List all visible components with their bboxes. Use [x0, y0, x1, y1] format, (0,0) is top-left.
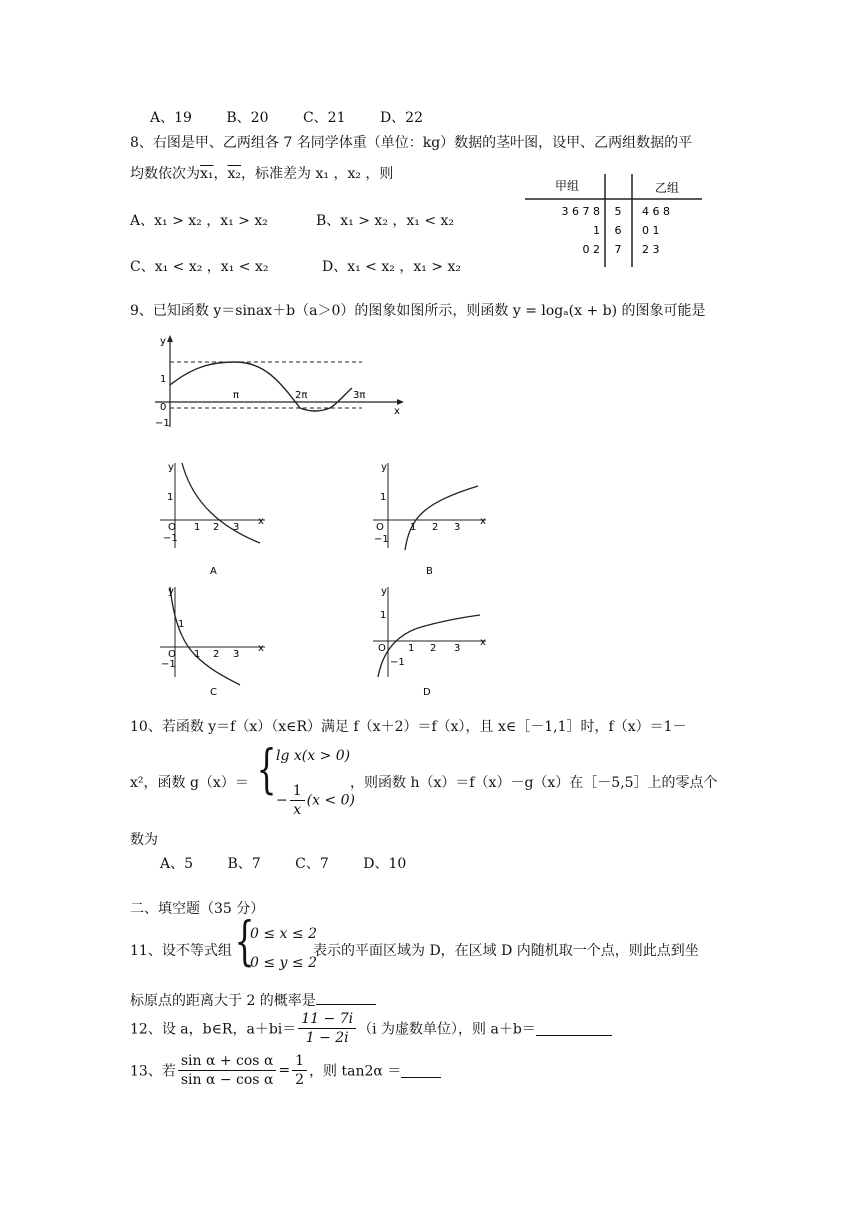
stem-leaf-row2-right: 0 1	[642, 224, 660, 237]
q8-option-b: B、x₁ > x₂ ，x₁ < x₂	[316, 213, 455, 229]
sine-y-label: y	[160, 336, 166, 347]
q11-suffix: 表示的平面区域为 D，在区域 D 内随机取一个点，则此点到坐	[313, 943, 699, 959]
q7-options	[150, 107, 453, 127]
svg-text:O: O	[378, 643, 386, 654]
graph-b-label: B	[426, 566, 433, 577]
svg-text:1: 1	[178, 619, 185, 630]
q8-option-c: C、x₁ < x₂ ，x₁ < x₂	[130, 259, 269, 275]
q7-option-b: B、20	[226, 110, 269, 126]
svg-text:x: x	[480, 516, 486, 527]
q7-option-d: D、22	[379, 110, 423, 126]
q11-brace: {	[234, 912, 255, 972]
sine-pi-label: π	[233, 390, 240, 401]
svg-text:y: y	[168, 462, 174, 473]
q12-line: 12、设 a，b∈R，a＋bi＝ $\frac{11 - 7i}{1 - 2i}$ （i 为虚数单位），则 a＋b＝	[130, 1010, 612, 1047]
sine-x-label: x	[394, 406, 400, 417]
svg-text:2: 2	[213, 522, 220, 533]
svg-text:x: x	[480, 637, 486, 648]
stem-leaf-row1-right: 4 6 8	[642, 205, 670, 218]
q10-option-a: A、5	[160, 856, 194, 872]
q8-question-line1: 8、右图是甲、乙两组各 7 名同学体重（单位：kg）数据的茎叶图，设甲、乙两组数据的平	[130, 135, 693, 151]
stem-leaf-row2-stem: 6	[614, 224, 622, 237]
q9-question: 9、已知函数 y＝sinax＋b（a＞0）的图象如图所示，则函数 y = logₐ(x + b) 的图象可能是	[130, 303, 706, 319]
q11-row1: 0 ≤ x ≤ 2	[250, 926, 317, 942]
q9-graph-c	[155, 585, 275, 700]
sine-zero-label: 0	[160, 402, 167, 413]
q10-line2-prefix: x²，函数 g（x）＝	[130, 775, 249, 791]
q10-brace: {	[256, 740, 277, 800]
q13-fraction: $\frac{\text{sin α + cos α}}{\text{sin α − cos α}}$	[178, 1052, 277, 1089]
q8-mean-1: x₁	[200, 166, 214, 182]
q9-graph-a	[155, 458, 275, 578]
stem-leaf-row3-right: 2 3	[642, 243, 660, 256]
q12-answer-blank	[536, 1021, 612, 1036]
q10-option-d: D、10	[363, 856, 407, 872]
q7-option-a: A、19	[150, 110, 192, 126]
q8-option-a: A、x₁ > x₂ ，x₁ > x₂	[130, 213, 268, 229]
svg-text:−1: −1	[390, 657, 405, 668]
q11-prefix: 11、设不等式组	[130, 943, 232, 959]
q8-option-d: D、x₁ < x₂ ，x₁ > x₂	[322, 259, 461, 275]
q13-answer-blank	[401, 1063, 441, 1078]
q13-half: $\frac{1}{2}$	[292, 1052, 307, 1089]
q11-row2: 0 ≤ y ≤ 2	[250, 955, 317, 971]
svg-text:1: 1	[194, 649, 201, 660]
q7-option-c: C、21	[302, 110, 346, 126]
q8-mean-2: x₂	[227, 166, 242, 182]
q9-graph-d	[368, 585, 498, 700]
svg-text:3: 3	[454, 522, 461, 533]
stem-leaf-plot	[520, 172, 710, 272]
sine-neg1-label: −1	[155, 418, 170, 429]
q10-line3: 数为	[130, 832, 158, 848]
sine-one-label: 1	[160, 374, 167, 385]
svg-text:1: 1	[380, 610, 387, 621]
q9-sine-graph	[140, 332, 410, 432]
graph-a-label: A	[210, 566, 217, 577]
svg-text:3: 3	[454, 643, 461, 654]
q11-line2: 标原点的距离大于 2 的概率是	[130, 990, 376, 1010]
q10-option-b: B、7	[227, 856, 261, 872]
stem-leaf-row1-stem: 5	[614, 205, 622, 218]
q8-question-line2: 均数依次为x₁，x₂，标准差为 x₁ ，x₂ ，则	[130, 166, 394, 182]
sine-2pi-label: 2π	[295, 390, 308, 401]
svg-text:y: y	[381, 462, 387, 473]
q9-graph-b	[368, 458, 498, 578]
q12-fraction: $\frac{11 - 7i}{1 - 2i}$	[298, 1010, 356, 1047]
svg-text:2: 2	[213, 649, 220, 660]
svg-text:x: x	[258, 516, 264, 527]
svg-text:2: 2	[430, 643, 437, 654]
svg-text:y: y	[381, 586, 387, 597]
svg-text:3: 3	[233, 649, 240, 660]
svg-text:x: x	[258, 643, 264, 654]
q10-option-c: C、7	[295, 856, 329, 872]
stem-leaf-row1-left: 3 6 7 8	[561, 205, 600, 218]
q10-line2-suffix: ，则函数 h（x）＝f（x）－g（x）在［－5,5］上的零点个	[350, 775, 718, 791]
svg-text:1: 1	[410, 522, 417, 533]
stem-leaf-row2-left: 1	[593, 224, 600, 237]
q10-case2: − $\frac{1}{x}$ (x < 0)	[276, 783, 356, 818]
section-heading: 二、填空题（35 分）	[130, 901, 265, 917]
q10-line1: 10、若函数 y＝f（x）（x∈R）满足 f（x＋2）＝f（x），且 x∈［－1,1］时，f（x）＝1－	[130, 719, 687, 735]
svg-text:O: O	[168, 649, 176, 660]
stem-leaf-row3-left: 0 2	[582, 243, 600, 256]
sine-curve	[170, 362, 352, 411]
svg-text:O: O	[376, 522, 384, 533]
q13-line: 13、若 $\frac{\text{sin α + cos α}}{\text{sin α − cos α}}$ = $\frac{1}{2}$ ，则 tan2α ＝	[130, 1052, 441, 1089]
q11-answer-blank	[316, 990, 376, 1005]
svg-text:−1: −1	[374, 534, 389, 545]
q10-case1: lg x(x > 0)	[276, 748, 351, 764]
svg-text:3: 3	[233, 522, 240, 533]
svg-text:−1: −1	[161, 659, 176, 670]
svg-text:2: 2	[432, 522, 439, 533]
svg-text:y: y	[168, 586, 174, 597]
stem-leaf-right-header: 乙组	[655, 181, 680, 195]
svg-text:1: 1	[380, 492, 387, 503]
svg-text:1: 1	[194, 522, 201, 533]
q10-options	[160, 853, 436, 873]
svg-text:O: O	[168, 522, 176, 533]
svg-text:−1: −1	[163, 533, 178, 544]
sine-3pi-label: 3π	[353, 390, 366, 401]
svg-text:1: 1	[167, 492, 174, 503]
graph-c-label: C	[210, 687, 217, 698]
graph-d-label: D	[423, 687, 431, 698]
svg-text:1: 1	[408, 643, 415, 654]
stem-leaf-left-header: 甲组	[555, 179, 580, 193]
stem-leaf-row3-stem: 7	[614, 243, 622, 256]
